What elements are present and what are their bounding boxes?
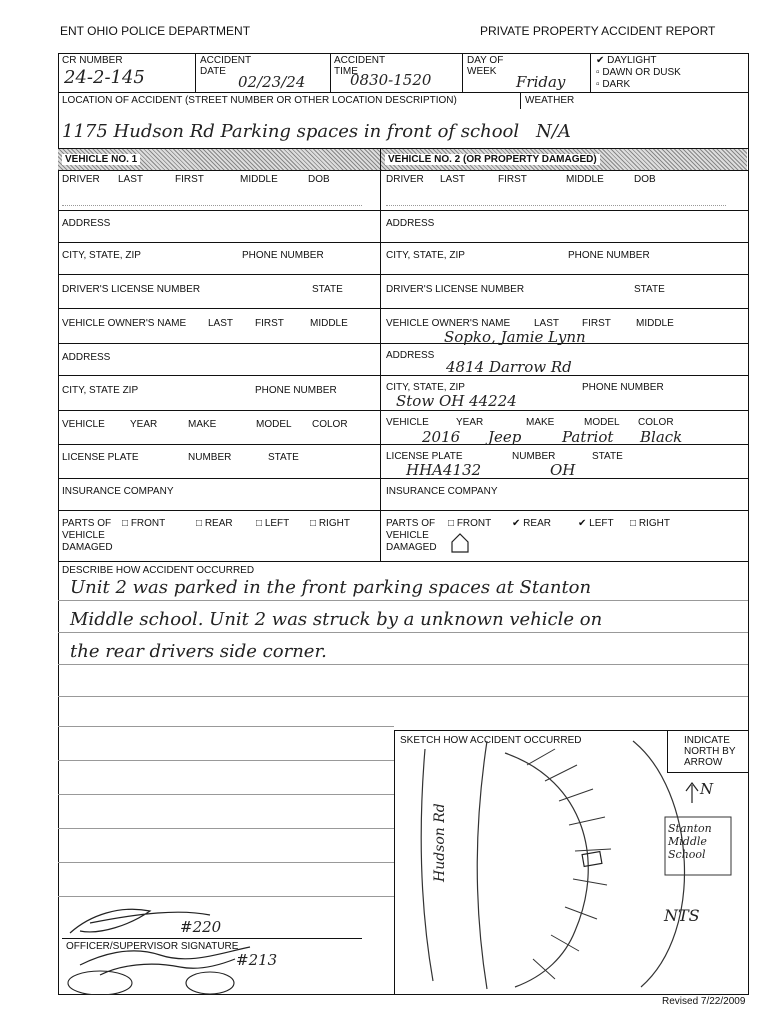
v2-city-label: CITY, STATE, ZIP bbox=[386, 250, 465, 261]
v1-plate-state-label: STATE bbox=[268, 452, 299, 463]
v1-owner-city-label: CITY, STATE ZIP bbox=[62, 385, 139, 396]
v2-parts-label-3: DAMAGED bbox=[386, 542, 437, 553]
accident-date-value[interactable]: 02/23/24 bbox=[238, 73, 306, 91]
v1-last-label: LAST bbox=[118, 174, 144, 185]
vehicle-2-heading: VEHICLE NO. 2 (OR PROPERTY DAMAGED) bbox=[385, 154, 600, 165]
v2-part-left[interactable]: ✔ LEFT bbox=[578, 518, 614, 529]
vehicle-1-heading: VEHICLE NO. 1 bbox=[62, 154, 140, 165]
v1-plate-label: LICENSE PLATE bbox=[62, 452, 139, 463]
v2-owner-name-value[interactable]: Sopko, Jamie Lynn bbox=[444, 328, 586, 346]
vehicle-2-heading-bar bbox=[381, 148, 747, 170]
v2-plate-label: LICENSE PLATE bbox=[386, 451, 463, 462]
v1-color-label: COLOR bbox=[312, 419, 348, 430]
v2-insurance-label: INSURANCE COMPANY bbox=[386, 486, 498, 497]
v1-first-label: FIRST bbox=[175, 174, 204, 185]
v2-vehicle-year[interactable]: 2016 bbox=[422, 428, 461, 446]
v2-parts-label-2: VEHICLE bbox=[386, 530, 429, 541]
v1-phone-label: PHONE NUMBER bbox=[242, 250, 324, 261]
v1-part-left[interactable]: □ LEFT bbox=[256, 518, 290, 529]
cr-number-value[interactable]: 24-2-145 bbox=[64, 67, 145, 88]
vehicle-1-heading-bar bbox=[58, 148, 380, 170]
sketch-scale-note: NTS bbox=[664, 906, 700, 925]
v2-part-rear[interactable]: ✔ REAR bbox=[512, 518, 551, 529]
supervisor-badge-number: #213 bbox=[236, 951, 278, 969]
v2-vehicle-make[interactable]: Jeep bbox=[488, 428, 522, 446]
v2-owner-phone-label: PHONE NUMBER bbox=[582, 382, 664, 393]
v1-parts-label-3: DAMAGED bbox=[62, 542, 113, 553]
report-title: PRIVATE PROPERTY ACCIDENT REPORT bbox=[480, 24, 716, 38]
v2-owner-label: VEHICLE OWNER'S NAME bbox=[386, 318, 511, 329]
v2-vehicle-label: VEHICLE bbox=[386, 417, 429, 428]
description-line-1[interactable]: Unit 2 was parked in the front parking spaces at Stanton bbox=[70, 577, 592, 598]
v1-owner-middle-label: MIDDLE bbox=[310, 318, 348, 329]
v1-dob-label: DOB bbox=[308, 174, 330, 185]
v1-plate-number-label: NUMBER bbox=[188, 452, 232, 463]
v2-owner-middle-label: MIDDLE bbox=[636, 318, 674, 329]
v2-parts-label-1: PARTS OF bbox=[386, 518, 436, 529]
v1-address-label: ADDRESS bbox=[62, 218, 111, 229]
v2-address-label: ADDRESS bbox=[386, 218, 435, 229]
v2-owner-city-value[interactable]: Stow OH 44224 bbox=[396, 392, 517, 410]
v2-plate-number-value[interactable]: HHA4132 bbox=[406, 461, 482, 479]
department-name: ENT OHIO POLICE DEPARTMENT bbox=[60, 24, 251, 38]
v2-license-state-label: STATE bbox=[634, 284, 665, 295]
v2-color-label: COLOR bbox=[638, 417, 674, 428]
v2-owner-last-label: LAST bbox=[534, 318, 560, 329]
light-option-dawn-dusk[interactable]: ▫ DAWN OR DUSK bbox=[596, 67, 681, 78]
description-line-3[interactable]: the rear drivers side corner. bbox=[70, 641, 327, 662]
v1-owner-label: VEHICLE OWNER'S NAME bbox=[62, 318, 187, 329]
v1-middle-label: MIDDLE bbox=[240, 174, 278, 185]
v1-vehicle-label: VEHICLE bbox=[62, 419, 105, 430]
v2-phone-label: PHONE NUMBER bbox=[568, 250, 650, 261]
v1-owner-address-label: ADDRESS bbox=[62, 352, 111, 363]
v1-part-rear[interactable]: □ REAR bbox=[196, 518, 233, 529]
v2-plate-state-value[interactable]: OH bbox=[550, 461, 576, 479]
v2-plate-state-label: STATE bbox=[592, 451, 623, 462]
weather-label: WEATHER bbox=[525, 95, 575, 106]
v1-owner-first-label: FIRST bbox=[255, 318, 284, 329]
sketch-school-label: Stanton Middle School bbox=[668, 822, 712, 861]
v2-year-label: YEAR bbox=[456, 417, 484, 428]
v2-owner-address-label: ADDRESS bbox=[386, 350, 435, 361]
v2-damage-mark-icon bbox=[446, 530, 474, 556]
day-of-week-label: DAY OF WEEK bbox=[467, 55, 504, 77]
north-label: INDICATE NORTH BY ARROW bbox=[684, 735, 736, 768]
v1-owner-phone-label: PHONE NUMBER bbox=[255, 385, 337, 396]
v1-license-state-label: STATE bbox=[312, 284, 343, 295]
accident-time-value[interactable]: 0830-1520 bbox=[350, 71, 432, 89]
v2-owner-address-value[interactable]: 4814 Darrow Rd bbox=[446, 358, 572, 376]
north-mark: N bbox=[700, 780, 714, 798]
v2-part-right[interactable]: □ RIGHT bbox=[630, 518, 670, 529]
v2-owner-city-label: CITY, STATE, ZIP bbox=[386, 382, 465, 393]
v2-dob-label: DOB bbox=[634, 174, 656, 185]
description-line-2[interactable]: Middle school. Unit 2 was struck by a unknown vehicle on bbox=[70, 609, 603, 630]
v1-parts-label-1: PARTS OF bbox=[62, 518, 112, 529]
v1-license-label: DRIVER'S LICENSE NUMBER bbox=[62, 284, 201, 295]
accident-time-label: ACCIDENT TIME bbox=[334, 55, 385, 77]
v2-vehicle-model[interactable]: Patriot bbox=[562, 428, 614, 446]
location-label: LOCATION OF ACCIDENT (STREET NUMBER OR OTHER LOCATION DESCRIPTION) bbox=[62, 95, 457, 106]
v1-driver-label: DRIVER bbox=[62, 174, 100, 185]
v2-driver-label: DRIVER bbox=[386, 174, 424, 185]
light-option-daylight[interactable]: ✔ DAYLIGHT bbox=[596, 55, 657, 66]
location-value[interactable]: 1175 Hudson Rd Parking spaces in front of school bbox=[62, 121, 520, 142]
sketch-road-label: Hudson Rd bbox=[432, 803, 448, 882]
day-of-week-value[interactable]: Friday bbox=[516, 73, 566, 91]
v2-license-label: DRIVER'S LICENSE NUMBER bbox=[386, 284, 525, 295]
officer-badge-number: #220 bbox=[180, 918, 222, 936]
v2-middle-label: MIDDLE bbox=[566, 174, 604, 185]
v2-make-label: MAKE bbox=[526, 417, 555, 428]
v1-make-label: MAKE bbox=[188, 419, 217, 430]
v1-part-right[interactable]: □ RIGHT bbox=[310, 518, 350, 529]
v2-last-label: LAST bbox=[440, 174, 466, 185]
light-option-dark[interactable]: ▫ DARK bbox=[596, 79, 631, 90]
v1-city-label: CITY, STATE, ZIP bbox=[62, 250, 141, 261]
v2-first-label: FIRST bbox=[498, 174, 527, 185]
v2-vehicle-color[interactable]: Black bbox=[640, 428, 683, 446]
revised-date: Revised 7/22/2009 bbox=[662, 996, 746, 1007]
v1-model-label: MODEL bbox=[256, 419, 292, 430]
weather-value[interactable]: N/A bbox=[536, 121, 571, 142]
cr-number-label: CR NUMBER bbox=[62, 55, 123, 66]
v2-plate-number-label: NUMBER bbox=[512, 451, 556, 462]
v2-owner-first-label: FIRST bbox=[582, 318, 611, 329]
v1-owner-last-label: LAST bbox=[208, 318, 234, 329]
v2-model-label: MODEL bbox=[584, 417, 620, 428]
signature-label: OFFICER/SUPERVISOR SIGNATURE bbox=[66, 941, 239, 952]
v1-year-label: YEAR bbox=[130, 419, 158, 430]
accident-date-label: ACCIDENT DATE bbox=[200, 55, 251, 77]
v1-parts-label-2: VEHICLE bbox=[62, 530, 105, 541]
v2-part-front[interactable]: □ FRONT bbox=[448, 518, 492, 529]
v1-part-front[interactable]: □ FRONT bbox=[122, 518, 166, 529]
description-label: DESCRIBE HOW ACCIDENT OCCURRED bbox=[62, 565, 255, 576]
v1-insurance-label: INSURANCE COMPANY bbox=[62, 486, 174, 497]
sketch-label: SKETCH HOW ACCIDENT OCCURRED bbox=[400, 735, 582, 746]
